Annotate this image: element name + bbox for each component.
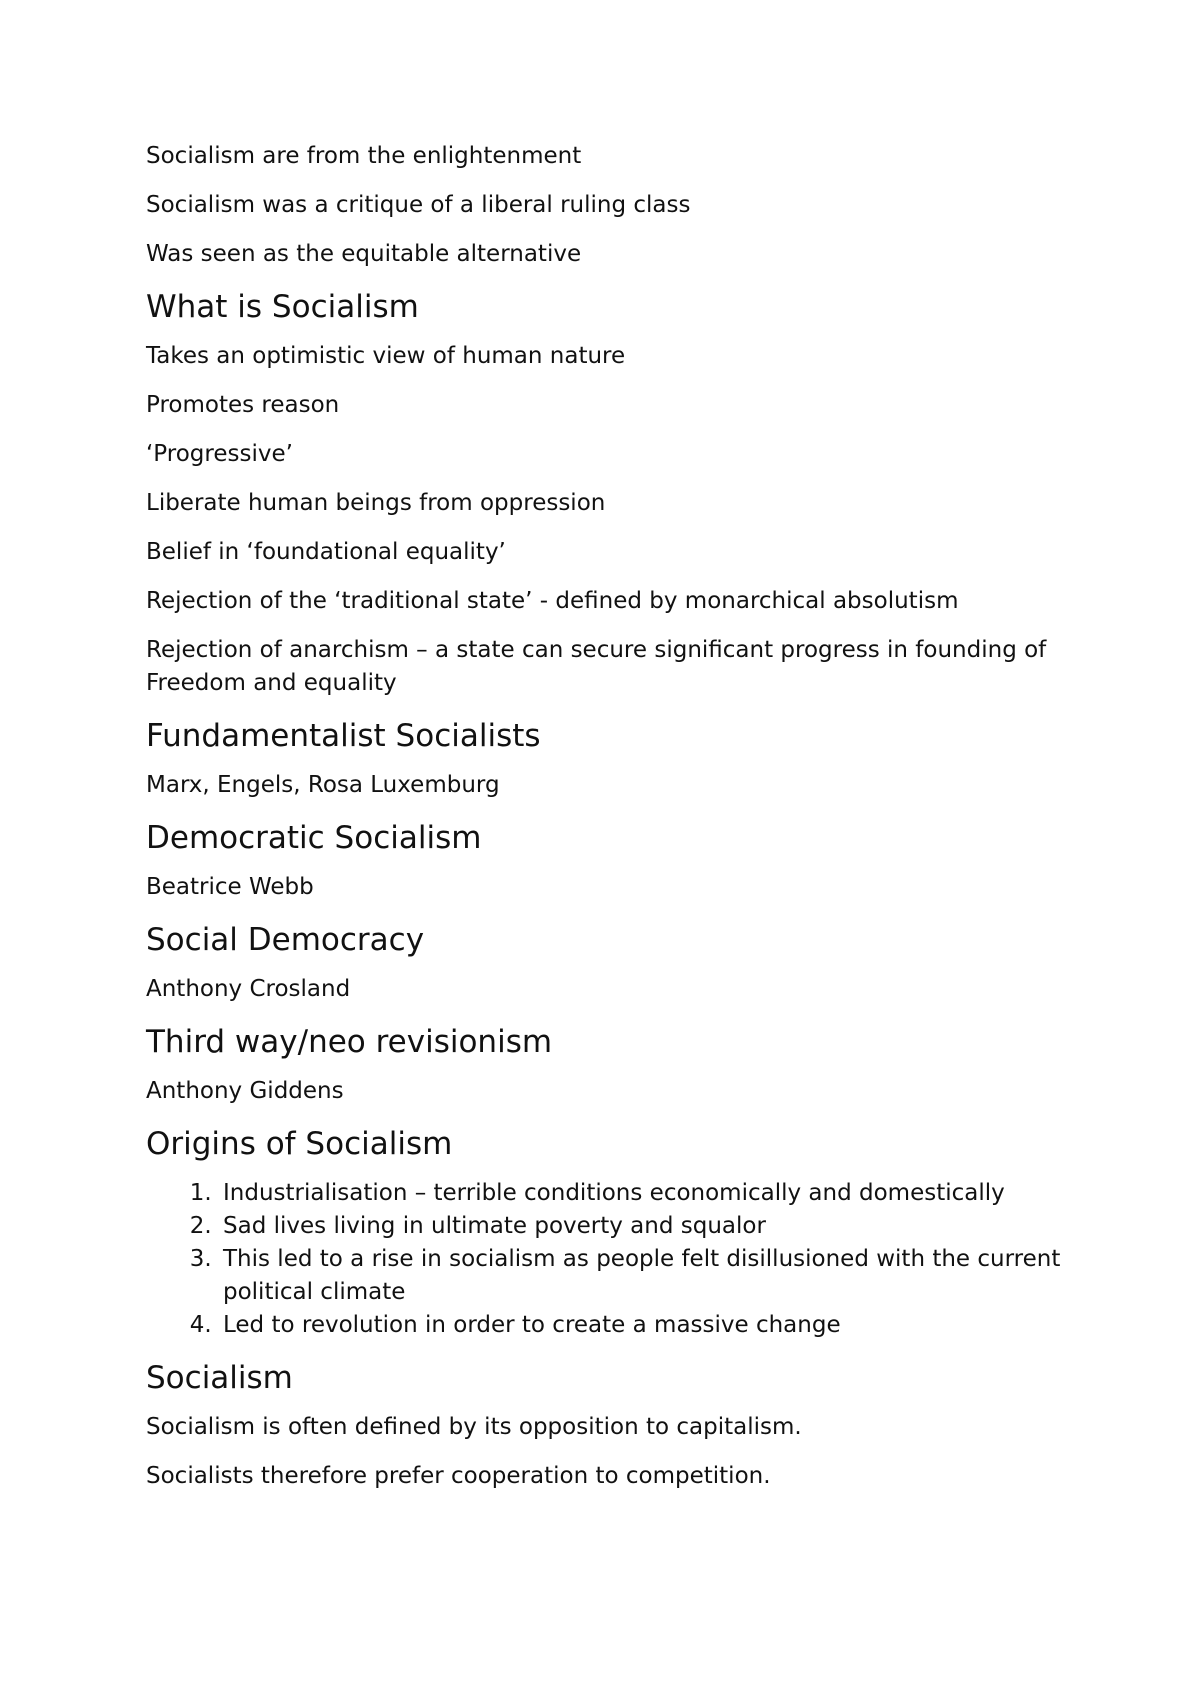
what-is-item: ‘Progressive’ xyxy=(146,441,293,467)
what-is-item: Rejection of anarchism – a state can secure significant progress in founding of Freedom and equality xyxy=(146,637,1047,696)
intro-line: Socialism are from the enlightenment xyxy=(146,143,582,169)
democratic-names: Beatrice Webb xyxy=(146,874,314,900)
heading-what-is-socialism: What is Socialism xyxy=(146,289,419,325)
what-is-item: Promotes reason xyxy=(146,392,340,418)
socialism-line: Socialism is often defined by its opposition to capitalism. xyxy=(146,1414,802,1440)
origins-list-item: 3. This led to a rise in socialism as people felt disillusioned with the current political climate xyxy=(219,1243,1086,1309)
intro-line: Was seen as the equitable alternative xyxy=(146,241,582,267)
what-is-item: Belief in ‘foundational equality’ xyxy=(146,539,506,565)
origins-list-item: 1. Industrialisation – terrible conditions economically and domestically xyxy=(219,1177,1086,1210)
what-is-item: Liberate human beings from oppression xyxy=(146,490,606,516)
what-is-item: Takes an optimistic view of human nature xyxy=(146,343,626,369)
intro-line: Socialism was a critique of a liberal ruling class xyxy=(146,192,691,218)
social-democracy-names: Anthony Crosland xyxy=(146,976,351,1002)
socialism-line: Socialists therefore prefer cooperation to competition. xyxy=(146,1463,771,1489)
third-way-names: Anthony Giddens xyxy=(146,1078,344,1104)
heading-fundamentalist-socialists: Fundamentalist Socialists xyxy=(146,718,541,754)
heading-third-way: Third way/neo revisionism xyxy=(146,1024,553,1060)
heading-socialism: Socialism xyxy=(146,1360,293,1396)
what-is-item: Rejection of the ‘traditional state’ - defined by monarchical absolutism xyxy=(146,588,959,614)
fundamentalist-names: Marx, Engels, Rosa Luxemburg xyxy=(146,772,500,798)
heading-origins-of-socialism: Origins of Socialism xyxy=(146,1126,453,1162)
document-page xyxy=(146,140,1086,1509)
heading-democratic-socialism: Democratic Socialism xyxy=(146,820,482,856)
origins-list-item: 4. Led to revolution in order to create a massive change xyxy=(219,1309,1086,1342)
origins-list xyxy=(146,1177,1086,1342)
heading-social-democracy: Social Democracy xyxy=(146,922,425,958)
origins-list-item: 2. Sad lives living in ultimate poverty and squalor xyxy=(219,1210,1086,1243)
